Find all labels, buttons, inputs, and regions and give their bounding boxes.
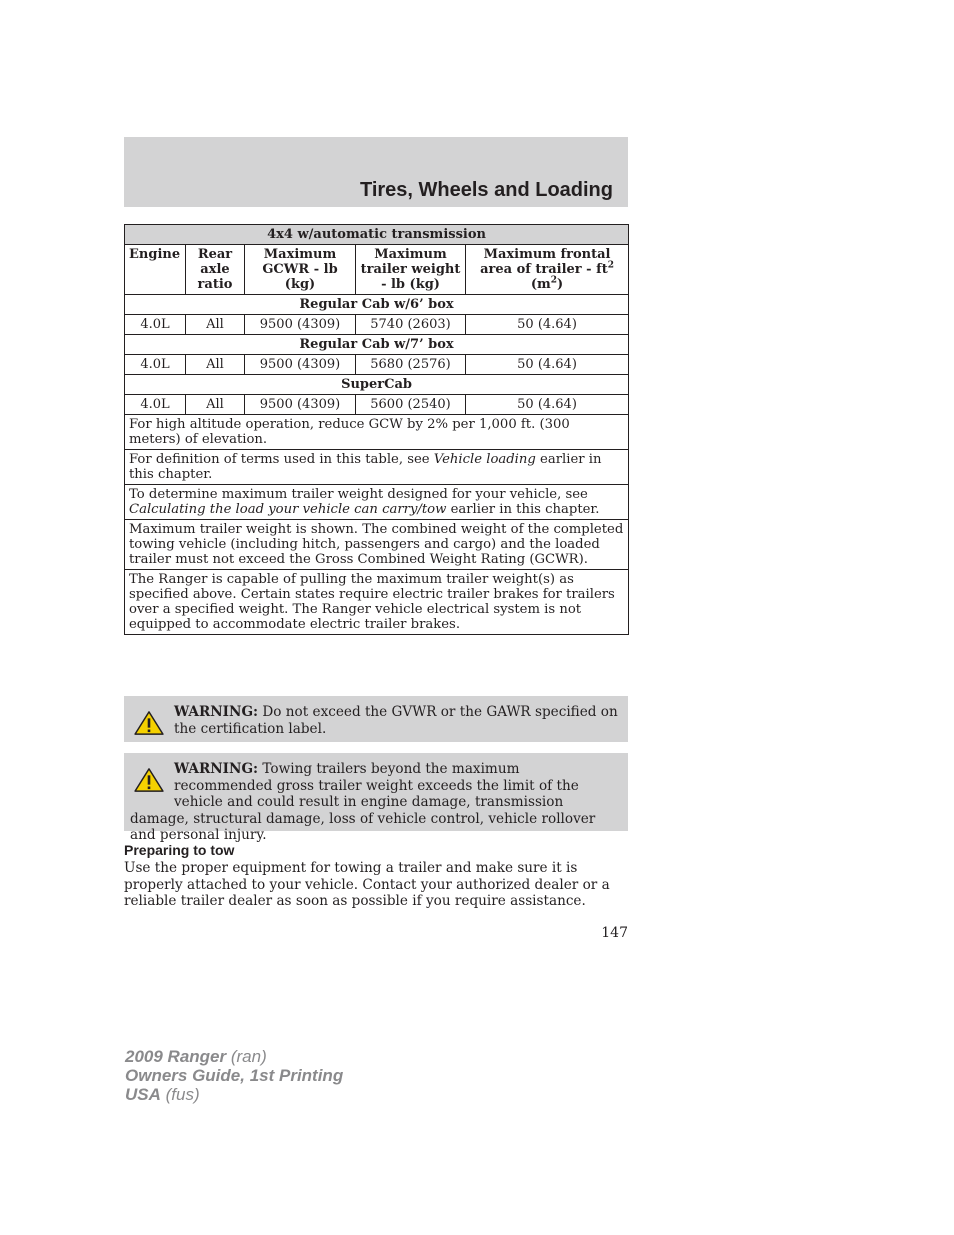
warning-label: WARNING: <box>174 704 259 720</box>
cell-axle: All <box>186 395 245 415</box>
col-trailer-weight: Maximum trailer weight - lb (kg) <box>356 245 466 295</box>
cell-frontal-area: 50 (4.64) <box>466 395 629 415</box>
footer-model-code: (ran) <box>226 1047 267 1066</box>
cell-trailer-weight: 5740 (2603) <box>356 315 466 335</box>
col-frontal-unit-close: ) <box>557 277 564 292</box>
cell-gcwr: 9500 (4309) <box>245 315 356 335</box>
note-determine-ref: Calculating the load your vehicle can carry/tow <box>129 502 447 517</box>
col-axle-ratio: Rear axle ratio <box>186 245 245 295</box>
note-determine <box>125 485 629 520</box>
note-definition-ref: Vehicle loading <box>433 452 536 467</box>
cell-axle: All <box>186 355 245 375</box>
warning-text: Do not exceed the GVWR or the GAWR specified on the certification label. <box>174 704 618 737</box>
footer-market-code: (fus) <box>160 1085 200 1104</box>
cell-frontal-area: 50 (4.64) <box>466 355 629 375</box>
group-label: Regular Cab w/6’ box <box>125 295 629 315</box>
col-engine: Engine <box>125 245 186 295</box>
note-max-weight: Maximum trailer weight is shown. The combined weight of the completed towing vehicle (including hitch, passengers and cargo) and the loaded trailer must not exceed the Gross Combined Weight Rating (GCWR). <box>125 520 629 570</box>
note-altitude: For high altitude operation, reduce GCW by 2% per 1,000 ft. (300 meters) of elevation. <box>125 415 629 450</box>
group-label: SuperCab <box>125 375 629 395</box>
table-header-row <box>125 245 629 295</box>
footer-imprint <box>125 1047 343 1104</box>
warning-text: Towing trailers beyond the maximum recommended gross trailer weight exceeds the limit of the vehicle and could result in engine damage, transmission damage, structural damage, loss of vehicle control, vehicle rollover and personal injury. <box>130 761 596 843</box>
cell-engine: 4.0L <box>125 315 186 335</box>
table-row <box>125 395 629 415</box>
warning-triangle-icon <box>132 710 166 736</box>
cell-engine: 4.0L <box>125 395 186 415</box>
page-number: 147 <box>601 925 628 941</box>
cell-gcwr: 9500 (4309) <box>245 395 356 415</box>
col-frontal-unit-sup: 2 <box>550 275 558 286</box>
table-caption: 4x4 w/automatic transmission <box>125 225 629 245</box>
warning-box-towing <box>124 753 628 843</box>
warning-box-gvwr <box>124 696 628 742</box>
footer-model: 2009 Ranger <box>125 1047 227 1066</box>
col-frontal-unit-open: (m <box>530 277 551 292</box>
col-frontal-area-text: Maximum frontal area of trailer - ft <box>480 247 611 277</box>
chapter-title: Tires, Wheels and Loading <box>359 179 613 201</box>
cell-frontal-area: 50 (4.64) <box>466 315 629 335</box>
cell-trailer-weight: 5600 (2540) <box>356 395 466 415</box>
table-row <box>125 315 629 335</box>
note-determine-tail: earlier in this chapter. <box>446 502 600 517</box>
footer-edition: Owners Guide, 1st Printing <box>125 1066 344 1085</box>
chapter-header-band <box>124 137 628 207</box>
col-gcwr: Maximum GCWR - lb (kg) <box>245 245 356 295</box>
col-frontal-area-sup: 2 <box>607 260 614 271</box>
cell-engine: 4.0L <box>125 355 186 375</box>
note-determine-text: To determine maximum trailer weight designed for your vehicle, see <box>129 487 588 502</box>
table-row <box>125 355 629 375</box>
note-definition-text: For definition of terms used in this table, see <box>129 452 434 467</box>
section-heading: Preparing to tow <box>124 842 235 858</box>
cell-trailer-weight: 5680 (2576) <box>356 355 466 375</box>
note-definition-tail: earlier in this chapter. <box>129 452 602 482</box>
cell-axle: All <box>186 315 245 335</box>
group-label: Regular Cab w/7’ box <box>125 335 629 355</box>
cell-gcwr: 9500 (4309) <box>245 355 356 375</box>
warning-triangle-icon <box>132 767 166 793</box>
footer-market: USA <box>125 1085 161 1104</box>
note-ranger: The Ranger is capable of pulling the maximum trailer weight(s) as specified above. Certain states require electric trailer brakes for trailers over a specified weight. The Ranger vehicle electrical system is not equipped to accommodate electric trailer brakes. <box>125 570 629 635</box>
col-frontal-area <box>466 245 629 295</box>
section-body: Use the proper equipment for towing a trailer and make sure it is properly attached to your vehicle. Contact your authorized dealer or a reliable trailer dealer as soon as possible if you require assistance. <box>124 860 610 909</box>
note-definition <box>125 450 629 485</box>
warning-label: WARNING: <box>174 761 259 777</box>
towing-spec-table <box>124 224 629 635</box>
